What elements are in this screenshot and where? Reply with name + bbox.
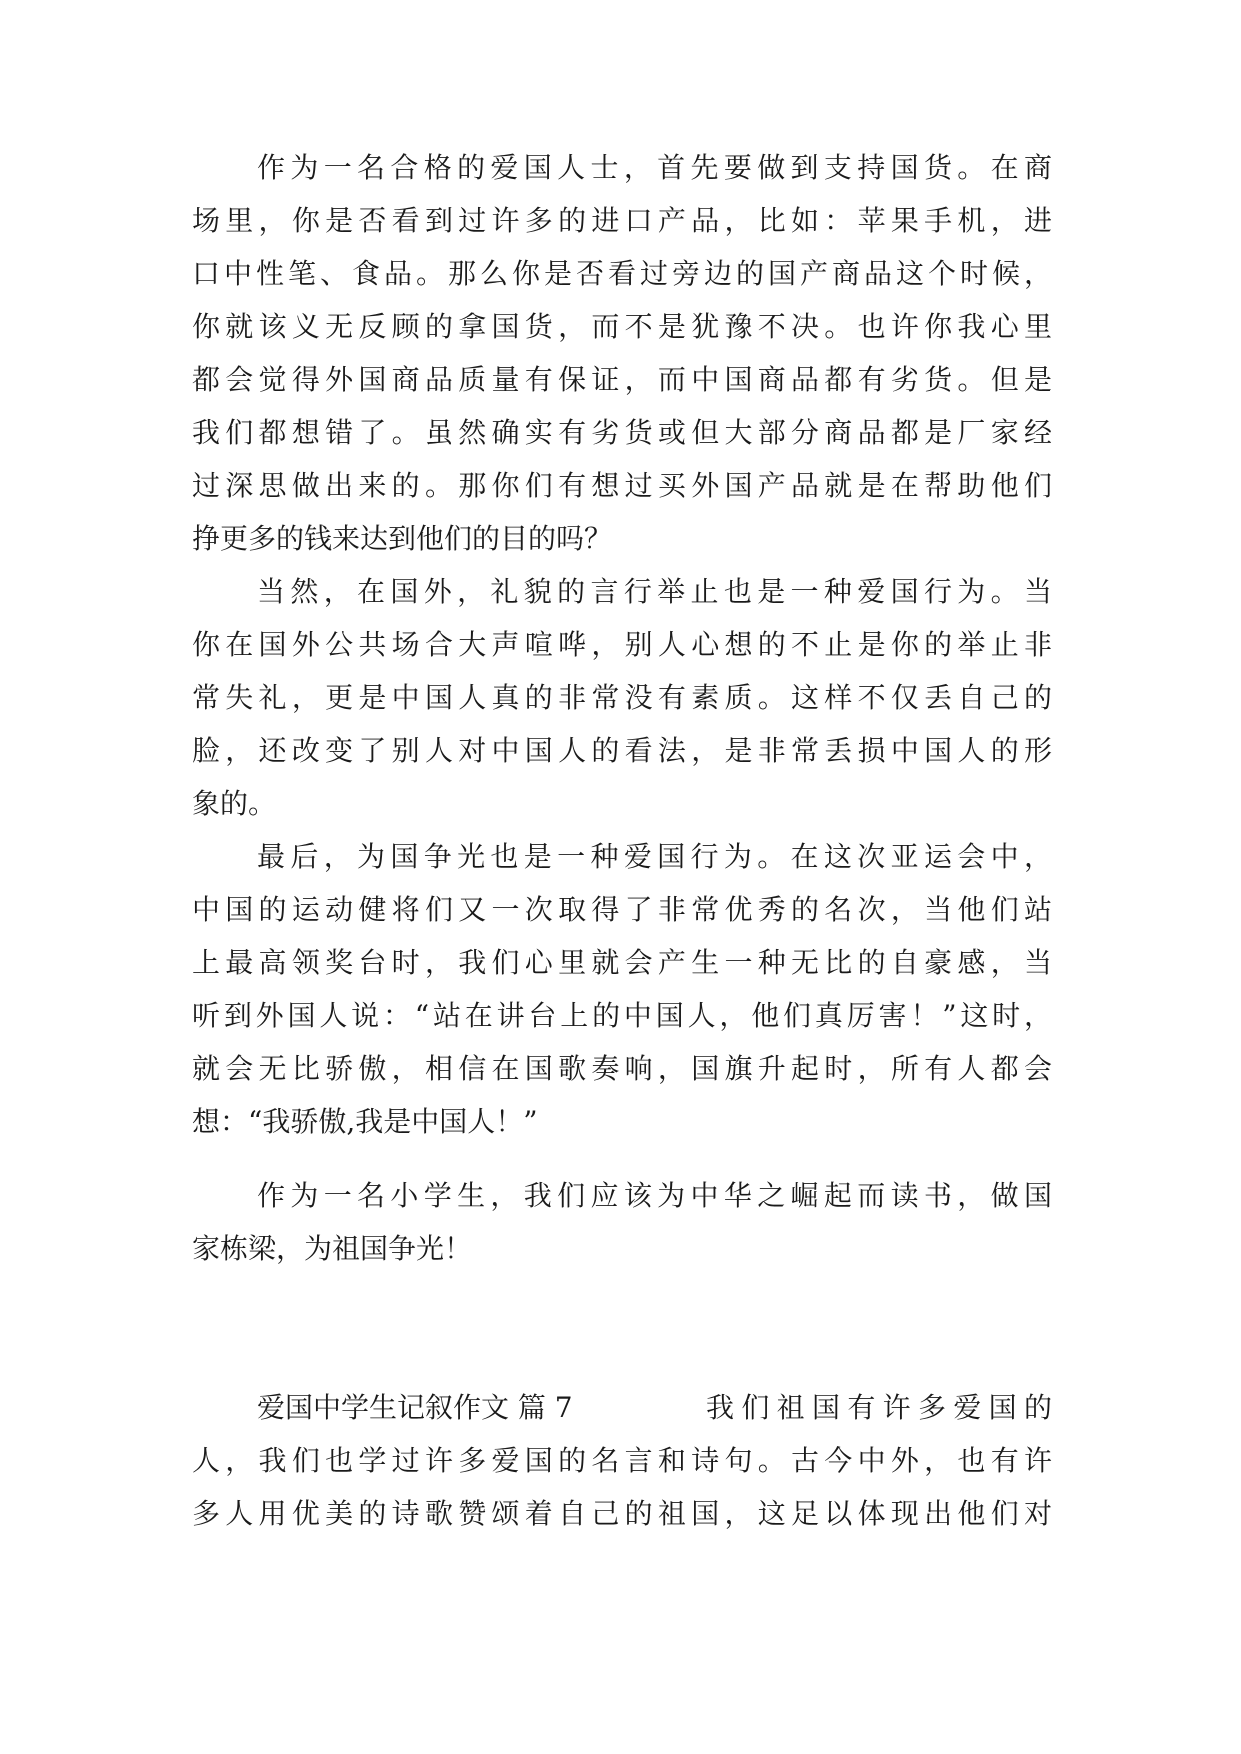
paragraph-2-line-5: 象的。 [192,787,277,820]
paragraph-4-line-1: 作为一名小学生，我们应该为中华之崛起而读书，做国 [257,1179,1052,1212]
paragraph-3-line-4: 听到外国人说：“站在讲台上的中国人，他们真厉害！”这时， [192,999,1052,1032]
paragraph-5-line-3: 多人用优美的诗歌赞颂着自己的祖国，这足以体现出他们对 [192,1497,1052,1530]
paragraph-1-line-1: 作为一名合格的爱国人士，首先要做到支持国货。在商 [257,151,1052,184]
paragraph-2-line-2: 你在国外公共场合大声喧哗，别人心想的不止是你的举止非 [192,628,1052,661]
paragraph-1-line-8: 挣更多的钱来达到他们的目的吗？ [192,522,613,555]
paragraph-3-line-3: 上最高领奖台时，我们心里就会产生一种无比的自豪感，当 [192,946,1052,979]
paragraph-3-line-2: 中国的运动健将们又一次取得了非常优秀的名次，当他们站 [192,893,1052,926]
paragraph-3-line-5: 就会无比骄傲，相信在国歌奏响，国旗升起时，所有人都会 [192,1052,1052,1085]
paragraph-3-line-6: 想：“我骄傲,我是中国人！” [192,1105,538,1138]
paragraph-1-line-7: 过深思做出来的。那你们有想过买外国产品就是在帮助他们 [192,469,1052,502]
paragraph-5-line-2: 人，我们也学过许多爱国的名言和诗句。古今中外，也有许 [192,1444,1052,1477]
section-heading: 爱国中学生记叙作文 篇 7 [257,1391,573,1424]
paragraph-4-line-2: 家栋梁，为祖国争光！ [192,1232,473,1265]
paragraph-1-line-3: 口中性笔、食品。那么你是否看过旁边的国产商品这个时候， [192,257,1052,290]
paragraph-2-line-4: 脸，还改变了别人对中国人的看法，是非常丢损中国人的形 [192,734,1052,767]
paragraph-1-line-2: 场里，你是否看到过许多的进口产品，比如：苹果手机，进 [192,204,1052,237]
paragraph-1-line-6: 我们都想错了。虽然确实有劣货或但大部分商品都是厂家经 [192,416,1052,449]
paragraph-1-line-4: 你就该义无反顾的拿国货，而不是犹豫不决。也许你我心里 [192,310,1052,343]
paragraph-2-line-1: 当然，在国外，礼貌的言行举止也是一种爱国行为。当 [257,575,1052,608]
paragraph-2-line-3: 常失礼，更是中国人真的非常没有素质。这样不仅丢自己的 [192,681,1052,714]
paragraph-3-line-1: 最后，为国争光也是一种爱国行为。在这次亚运会中， [257,840,1052,873]
paragraph-1-line-5: 都会觉得外国商品质量有保证，而中国商品都有劣货。但是 [192,363,1052,396]
paragraph-5-line-1: 我们祖国有许多爱国的 [706,1391,1052,1424]
